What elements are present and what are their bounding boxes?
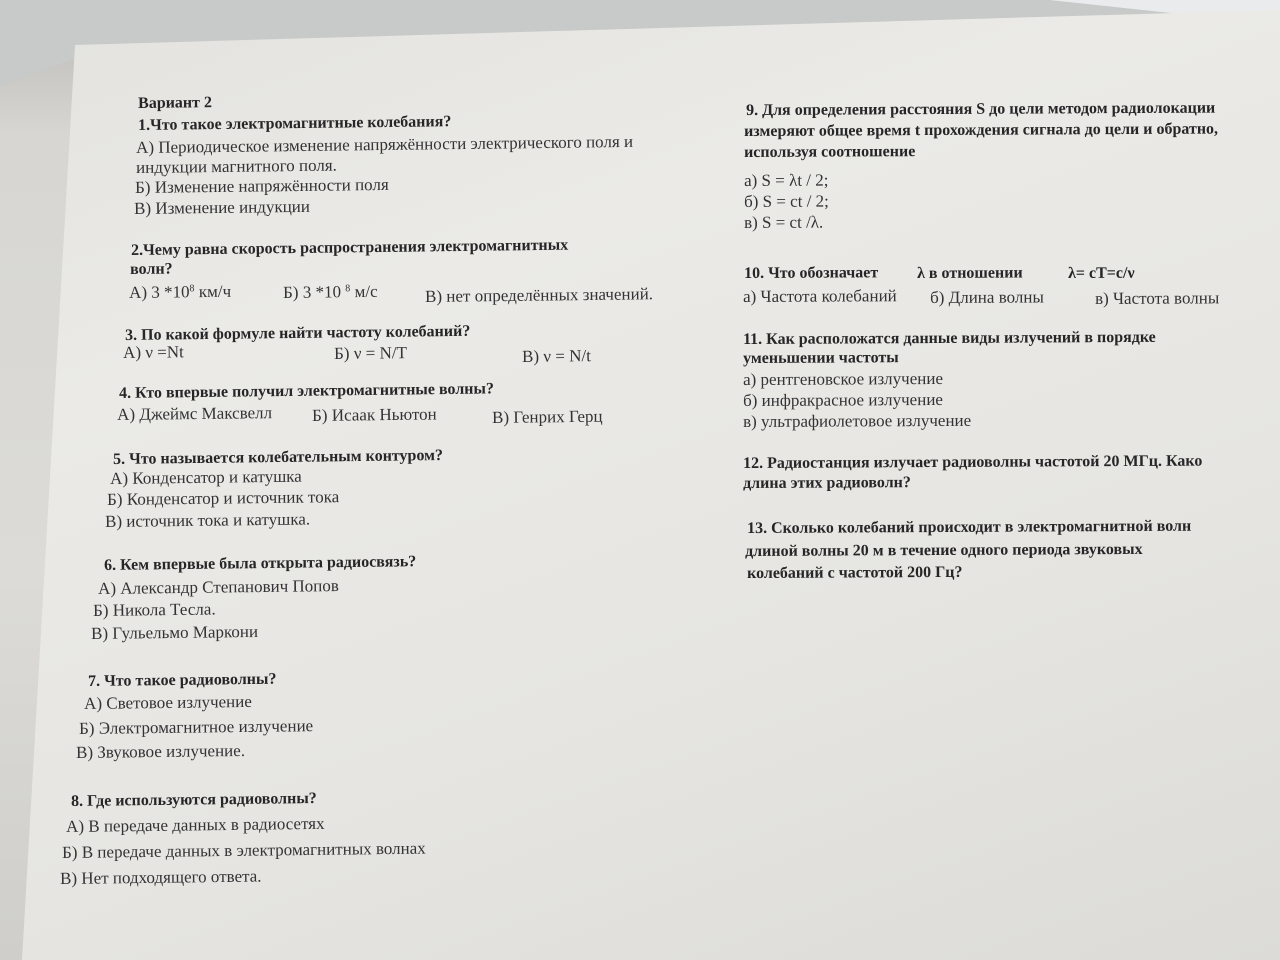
answer-4c: В) Генрих Герц: [491, 406, 603, 427]
answer-1a-line1: А) Периодическое изменение напряжённости электрического поля и: [135, 131, 634, 157]
answer-2b: Б) 3 *10 $^8$ м/с: [282, 281, 378, 302]
question-9-title-line2: измеряют общее время t прохождения сигнала до цели и обратно,: [743, 120, 1219, 140]
answer-3c: В) ν = N/t: [521, 346, 591, 366]
answer-5c: В) источник тока и катушка.: [104, 509, 311, 531]
question-10-title-part1: 10. Что обозначает: [743, 264, 879, 282]
answer-3b: Б) ν = N/T: [333, 343, 408, 363]
question-10-title-part3: λ= cT=c/ν: [1067, 264, 1135, 282]
answer-6c: В) Гульельмо Маркони: [90, 621, 259, 643]
question-13-title-line2: длиной волны 20 м в течение одного периода звуковых: [744, 540, 1143, 560]
question-11-title-line1: 11. Как расположатся данные виды излучений в порядке: [742, 328, 1156, 348]
answer-9c: в) S = ct /λ.: [743, 212, 824, 232]
question-2-title-line1: 2.Чему равна скорость распространения электромагнитных: [130, 236, 569, 259]
answer-6a: А) Александр Степанович Попов: [97, 576, 339, 598]
question-12-title-line2: длина этих радиоволн?: [742, 474, 911, 492]
answer-5b: Б) Конденсатор и источник тока: [106, 487, 340, 509]
question-6-title: 6. Кем впервые была открыта радиосвязь?: [103, 553, 417, 574]
answer-7b: Б) Электромагнитное излучение: [78, 716, 314, 738]
question-13-title-line1: 13. Сколько колебаний происходит в электромагнитной волн: [746, 517, 1192, 537]
question-9-title-line1: 9. Для определения расстояния S до цели методом радиолокации: [745, 99, 1216, 119]
answer-11c: в) ультрафиолетовое излучение: [742, 410, 972, 431]
answer-10c: в) Частота волны: [1094, 288, 1220, 308]
question-8-title: 8. Где используются радиоволны?: [70, 789, 317, 810]
answer-2c: В) нет определённых значений.: [424, 284, 654, 306]
question-13-title-line3: колебаний с частотой 200 Гц?: [746, 563, 963, 582]
question-7-title: 7. Что такое радиоволны?: [87, 670, 277, 690]
answer-7a: А) Световое излучение: [83, 691, 252, 713]
answer-8b: Б) В передаче данных в электромагнитных волнах: [61, 838, 426, 862]
answer-4b: Б) Исаак Ньютон: [311, 404, 437, 425]
answer-2a: А) 3 $*10^8$ км/ч: [128, 281, 232, 302]
answer-8c: В) Нет подходящего ответа.: [59, 866, 262, 888]
answer-6b: Б) Никола Тесла.: [92, 599, 216, 620]
answer-3a: А) ν =Nt: [122, 342, 184, 362]
answer-1c: В) Изменение индукции: [133, 196, 311, 218]
question-4-title: 4. Кто впервые получил электромагнитные волны?: [118, 380, 495, 402]
question-1-title: 1.Что такое электромагнитные колебания?: [137, 113, 452, 134]
answer-7c: В) Звуковое излучение.: [75, 740, 246, 762]
answer-4a: А) Джеймс Максвелл: [116, 403, 273, 424]
answer-1a-line2: индукции магнитного поля.: [135, 155, 337, 177]
answer-8a: А) В передаче данных в радиосетях: [65, 813, 325, 836]
question-3-title: 3. По какой формуле найти частоту колебаний?: [124, 322, 471, 344]
variant-title: Вариант 2: [137, 94, 213, 112]
answer-9a: а) S = λt / 2;: [743, 170, 829, 190]
question-11-title-line2: уменьшении частоты: [742, 349, 899, 367]
question-12-title-line1: 12. Радиостанция излучает радиоволны частотой 20 МГц. Како: [742, 452, 1203, 472]
answer-9b: б) S = ct / 2;: [743, 191, 829, 211]
answer-10b: б) Длина волны: [929, 287, 1044, 307]
question-9-title-line3: используя соотношение: [743, 143, 916, 161]
question-10-title-part2: λ в отношении: [916, 264, 1023, 282]
answer-11b: б) инфракрасное излучение: [742, 389, 943, 410]
answer-10a: а) Частота колебаний: [742, 286, 897, 306]
answer-5a: А) Конденсатор и катушка: [109, 466, 302, 488]
answer-11a: а) рентгеновское излучение: [742, 368, 944, 389]
question-2-title-line2: волн?: [129, 260, 173, 278]
question-5-title: 5. Что называется колебательным контуром?: [112, 446, 444, 468]
answer-1b: Б) Изменение напряжённости поля: [134, 174, 389, 197]
